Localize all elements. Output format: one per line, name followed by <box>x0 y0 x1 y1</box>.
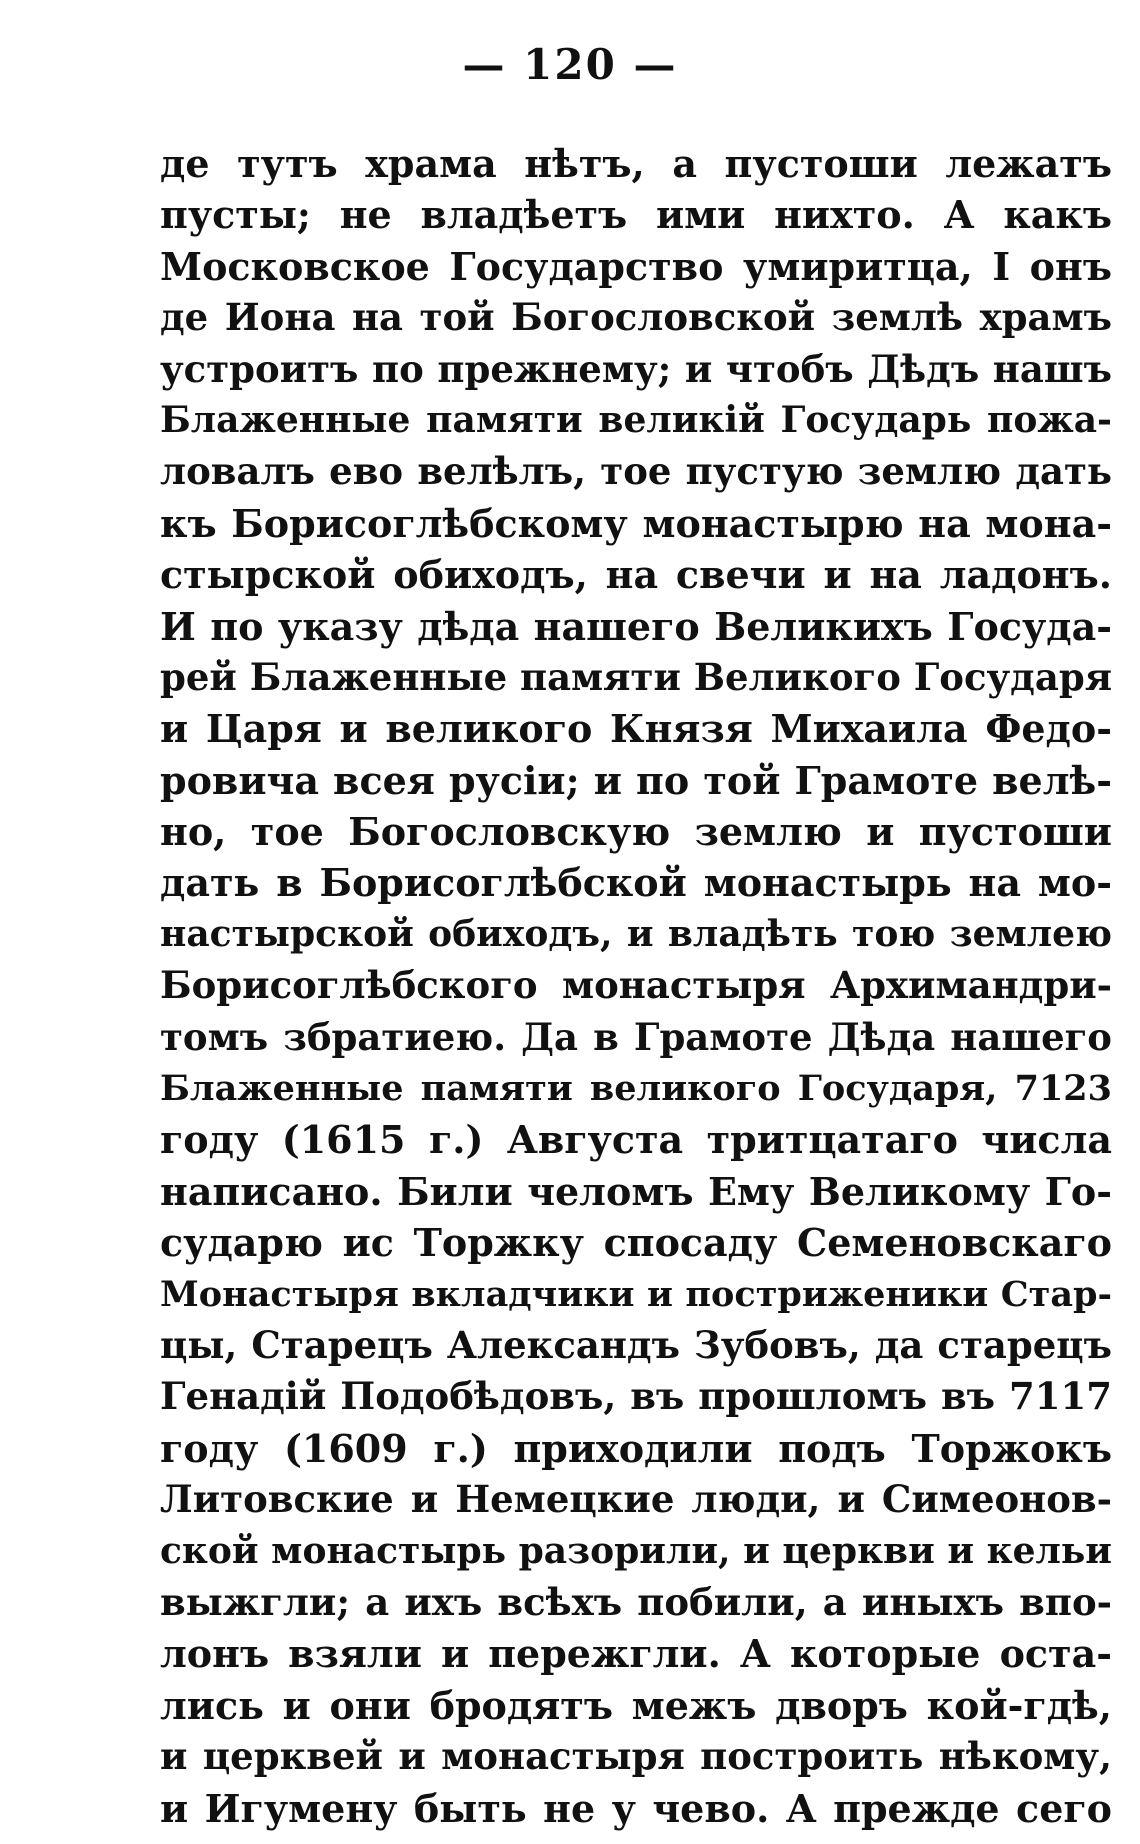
text-line: и Игумену быть не у чево. А прежде сего <box>160 1785 1112 1831</box>
text-line: ской монастырь разорили, и церкви и кельи <box>160 1529 1112 1572</box>
text-line: де тутъ храма нѣтъ, а пустоши лежатъ <box>160 141 1112 186</box>
text-line: И по указу дѣда нашего Великихъ Госуда- <box>160 603 1112 649</box>
text-line: Московское Государство умиритца, I онъ <box>160 243 1112 289</box>
text-line: сударю ис Торжку спосаду Семеновскаго <box>160 1220 1112 1266</box>
text-line: цы, Старецъ Александъ Зубовъ, да старецъ <box>160 1322 1112 1367</box>
page-number: — 120 — <box>462 40 678 89</box>
text-line: устроитъ по прежнему; и чтобъ Дѣдъ нашъ <box>160 346 1112 391</box>
text-line: лись и они бродятъ межъ дворъ кой-гдѣ, <box>160 1682 1112 1728</box>
text-line: лонъ взяли и пережгли. А которые оста- <box>160 1631 1112 1677</box>
text-line: выжгли; а ихъ всѣхъ побили, а иныхъ впо- <box>160 1579 1112 1624</box>
text-line: рей Блаженные памяти Великого Государя <box>160 654 1112 699</box>
text-line: къ Борисоглѣбскому монастырю на мона- <box>160 500 1112 546</box>
text-line: написано. Били челомъ Ему Великому Го- <box>160 1168 1112 1214</box>
text-line: ловалъ ево велѣлъ, тое пустую землю дать <box>160 449 1112 494</box>
text-line: стырской обиходъ, на свечи и на ладонъ. <box>160 552 1112 598</box>
text-line: дать в Борисоглѣбской монастырь на мо- <box>160 860 1112 906</box>
text-line: Борисоглѣбского монастыря Архимандри- <box>160 963 1112 1008</box>
text-line: настырской обиходъ, и владѣть тою землею <box>160 912 1112 955</box>
text-line: и Царя и великого Князя Михаила Федо- <box>160 706 1112 752</box>
text-line: де Иона на той Богословской землѣ храмъ <box>160 295 1112 340</box>
text-line: и церквей и монастыря построить нѣкому, <box>160 1734 1112 1779</box>
text-line: Монастыря вкладчики и постриженики Стар- <box>160 1273 1112 1315</box>
text-line: Блаженные памяти великiй Государь пожа- <box>160 398 1112 441</box>
text-line: Генадiй Подобѣдовъ, въ прошломъ въ 7117 <box>160 1374 1112 1419</box>
text-line: году (1609 г.) приходили подъ Торжокъ <box>160 1425 1112 1471</box>
body-text <box>160 138 1112 1834</box>
text-line: Блаженные памяти великого Государя, 7123 <box>160 1068 1112 1110</box>
text-line: ровича всея русiи; и по той Грамоте велѣ- <box>160 757 1112 803</box>
text-line: но, тое Богословскую землю и пустоши <box>160 809 1112 855</box>
text-line: Литовские и Немецкие люди, и Симеонов- <box>160 1477 1112 1522</box>
text-line: пусты; не владѣетъ ими нихто. А какъ <box>160 192 1112 238</box>
text-line: томъ збратиею. Да в Грамоте Дѣда нашего <box>160 1014 1112 1059</box>
text-line: году (1615 г.) Августа тритцатаго числа <box>160 1117 1112 1163</box>
